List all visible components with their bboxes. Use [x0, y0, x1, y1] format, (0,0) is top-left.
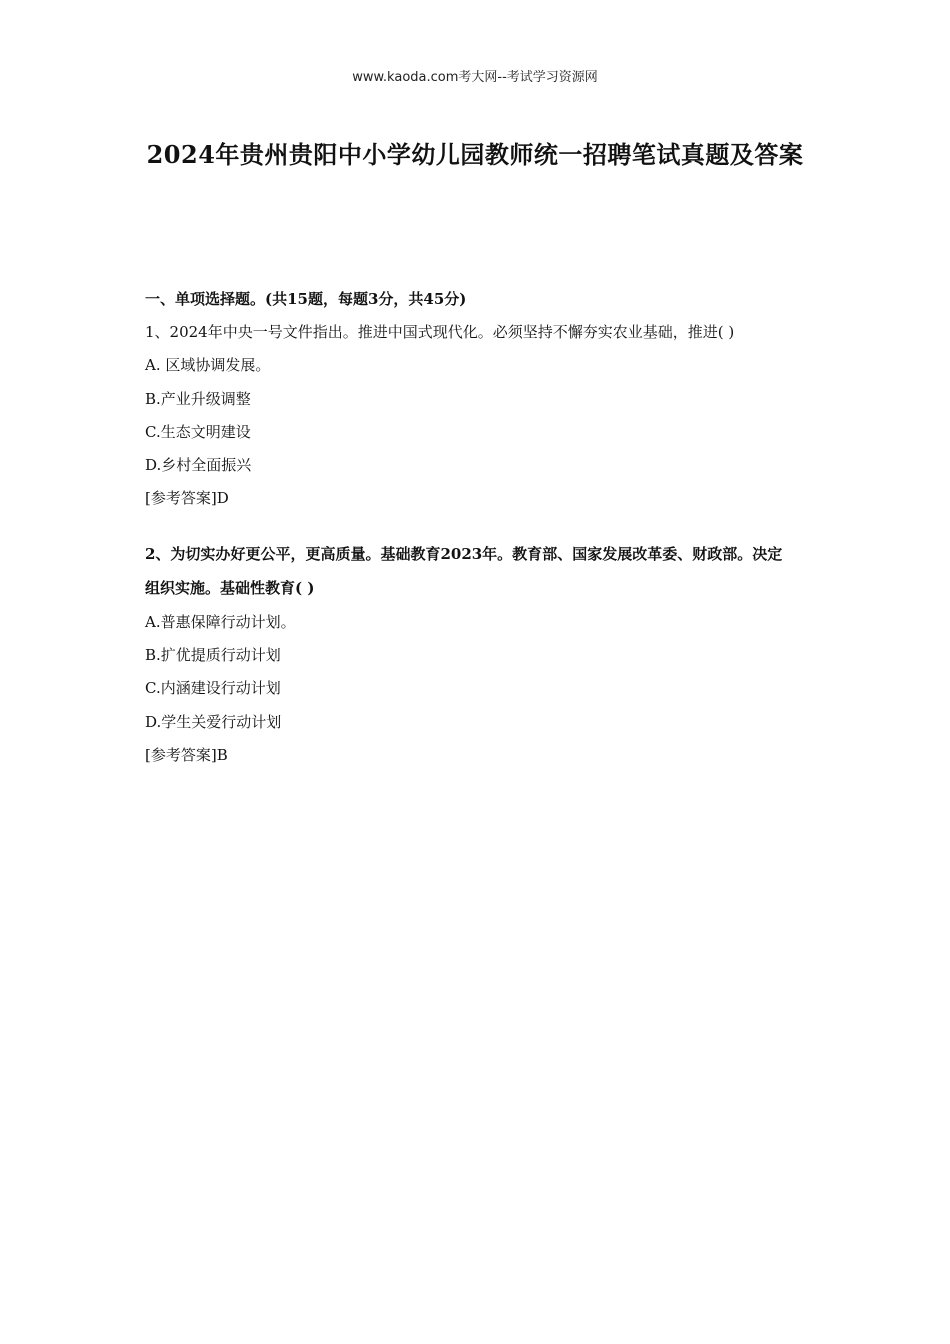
site-name: 考大网--考试学习资源网 — [458, 70, 598, 85]
question-1 — [145, 319, 815, 511]
question-stem: 1、2024年中央一号文件指出。推进中国式现代化。必须坚持不懈夯实农业基础，推进( ) — [145, 323, 735, 341]
option-a: A.普惠保障行动计划。 — [145, 612, 296, 631]
page-header — [0, 66, 950, 85]
reference-answer: [参考答案]D — [145, 489, 229, 508]
option-b: B.扩优提质行动计划 — [145, 646, 281, 665]
question-stem-line-2: 组织实施。基础性教育( ) — [145, 578, 315, 597]
spacer — [145, 519, 815, 537]
site-url: www.kaoda.com — [352, 70, 459, 85]
document-body — [145, 286, 815, 775]
option-b: B.产业升级调整 — [145, 389, 251, 408]
option-c: C.生态文明建设 — [145, 422, 251, 441]
question-2 — [145, 537, 815, 768]
option-d: D.学生关爱行动计划 — [145, 712, 282, 731]
question-stem-line-1: 2、为切实办好更公平，更高质量。基础教育2023年。教育部、国家发展改革委、财政部。决定 — [145, 544, 783, 563]
document-title: 2024年贵州贵阳中小学幼儿园教师统一招聘笔试真题及答案 — [146, 140, 804, 169]
section-heading: 一、单项选择题。(共15题，每题3分，共45分) — [145, 290, 467, 308]
option-a: A. 区域协调发展。 — [145, 356, 271, 375]
option-c: C.内涵建设行动计划 — [145, 679, 281, 698]
option-d: D.乡村全面振兴 — [145, 456, 252, 475]
reference-answer: [参考答案]B — [145, 745, 228, 764]
